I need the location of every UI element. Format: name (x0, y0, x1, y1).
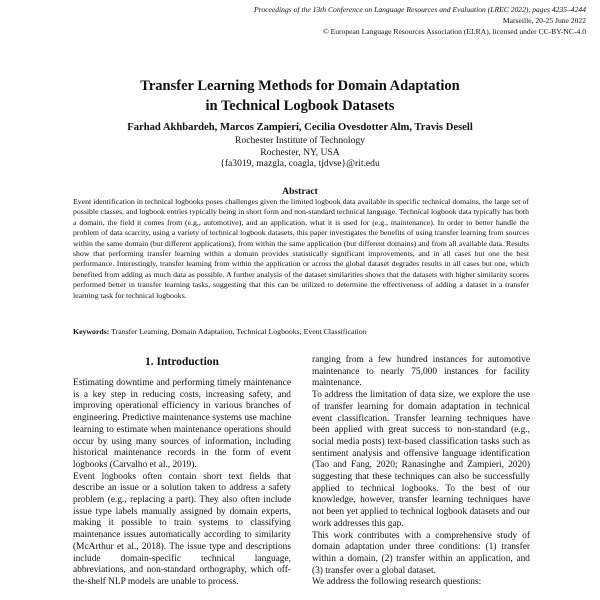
paper-title (0, 76, 600, 116)
abstract-text: Event identification in technical logbooks poses challenges given the limited logbook data available in specific technical domains, the large set of possible classes, and logbook entries typically being in short form and non-standard technical language. Technical logbook data typically has both a domain, the field it comes from (e.g., automotive), and an application, what it is used for (e.g., maintenance). In order to better handle the problem of data scarcity, using a variety of technical logbook datasets, this paper investigates the benefits of using transfer learning from sources within the same domain (but different applications), from within the same application (but different domains) and from all available data. Results show that performing transfer learning within a domain provides statistically significant improvements, and in all cases but one the best performance. Interestingly, transfer learning from within the application or across the global dataset degrades results in all cases but one, which benefited from adding as much data as possible. A further analysis of the dataset similarities shows that the datasets with higher similarity scores performed better in transfer learning tasks, suggesting that this can be utilized to determine the effectiveness of adding a dataset in a transfer learning task for technical logbooks. (73, 197, 529, 300)
intro-paragraph-6: We address the following research questions: (312, 577, 482, 588)
keywords-label: Keywords: (73, 327, 110, 336)
affiliation-institution: Rochester Institute of Technology (235, 135, 365, 146)
keywords-text: Transfer Learning, Domain Adaptation, Technical Logbooks, Event Classification (111, 327, 367, 336)
header-license-line: © European Language Resources Association (ELRA), licensed under CC-BY-NC-4.0 (322, 27, 586, 36)
left-column (73, 355, 291, 589)
intro-paragraph-2: Event logbooks often contain short text fields that describe an issue or a solution taken to address a safety problem (e.g., replacing a part). They also often include issue type labels manually assigned by domain experts, making it possible to train systems to classifying maintenance issues automatically according to similarity (McArthur et al., 2018). The issue type and descriptions include domain-specific technical language, abbreviations, and non-standard orthography, which off-the-shelf NLP models are unable to process. (73, 471, 291, 587)
proceedings-header (254, 4, 586, 37)
affiliation (0, 135, 600, 170)
intro-paragraph-3: ranging from a few hundred instances for automotive maintenance to nearly 75,000 instances for facility maintenance. (312, 355, 530, 389)
author-list: Farhad Akhbardeh, Marcos Zampieri, Cecilia Ovesdotter Alm, Travis Desell (127, 122, 473, 133)
header-proceedings-line: Proceedings of the 13th Conference on Language Resources and Evaluation (LREC 2022), pages 4235–4244 (254, 5, 586, 14)
keywords (73, 327, 529, 337)
affiliation-emails: {fa3019, mazgla, coagla, tjdvse}@rit.edu (220, 158, 380, 169)
header-location-line: Marseille, 20-25 June 2022 (502, 16, 586, 25)
affiliation-location: Rochester, NY, USA (260, 146, 340, 158)
intro-paragraph-5: This work contributes with a comprehensive study of domain adaptation under three conditions: (1) transfer within a domain, (2) transfer within an application, and (3) transfer over a global dataset. (312, 530, 530, 576)
title-line-1: Transfer Learning Methods for Domain Adaptation (140, 78, 460, 94)
right-column (312, 355, 530, 589)
title-line-2: in Technical Logbook Datasets (205, 98, 395, 114)
introduction-heading: 1. Introduction (145, 356, 219, 368)
intro-paragraph-4: To address the limitation of data size, we explore the use of transfer learning for domain adaptation in technical event classification. Transfer learning techniques have been applied with great success to non-standard (e.g., social media posts) text-based classification tasks such as sentiment analysis and offensive language identification (Tao and Fang, 2020; Ranasinghe and Zampieri, 2020) suggesting that these techniques can also be successfully applied to technical logbooks. To the best of our knowledge, however, transfer learning techniques have not been yet applied to technical logbook datasets and our work addresses this gap. (312, 390, 530, 529)
intro-paragraph-1: Estimating downtime and performing timely maintenance is a key step in reducing costs, increasing safety, and improving operational efficiency in various branches of engineering. Predictive maintenance systems use machine learning to estimate when maintenance operations should occur by using many sources of information, including historical maintenance records in the form of event logbooks (Carvalho et al., 2019). (73, 378, 291, 470)
abstract-heading: Abstract (282, 186, 318, 197)
